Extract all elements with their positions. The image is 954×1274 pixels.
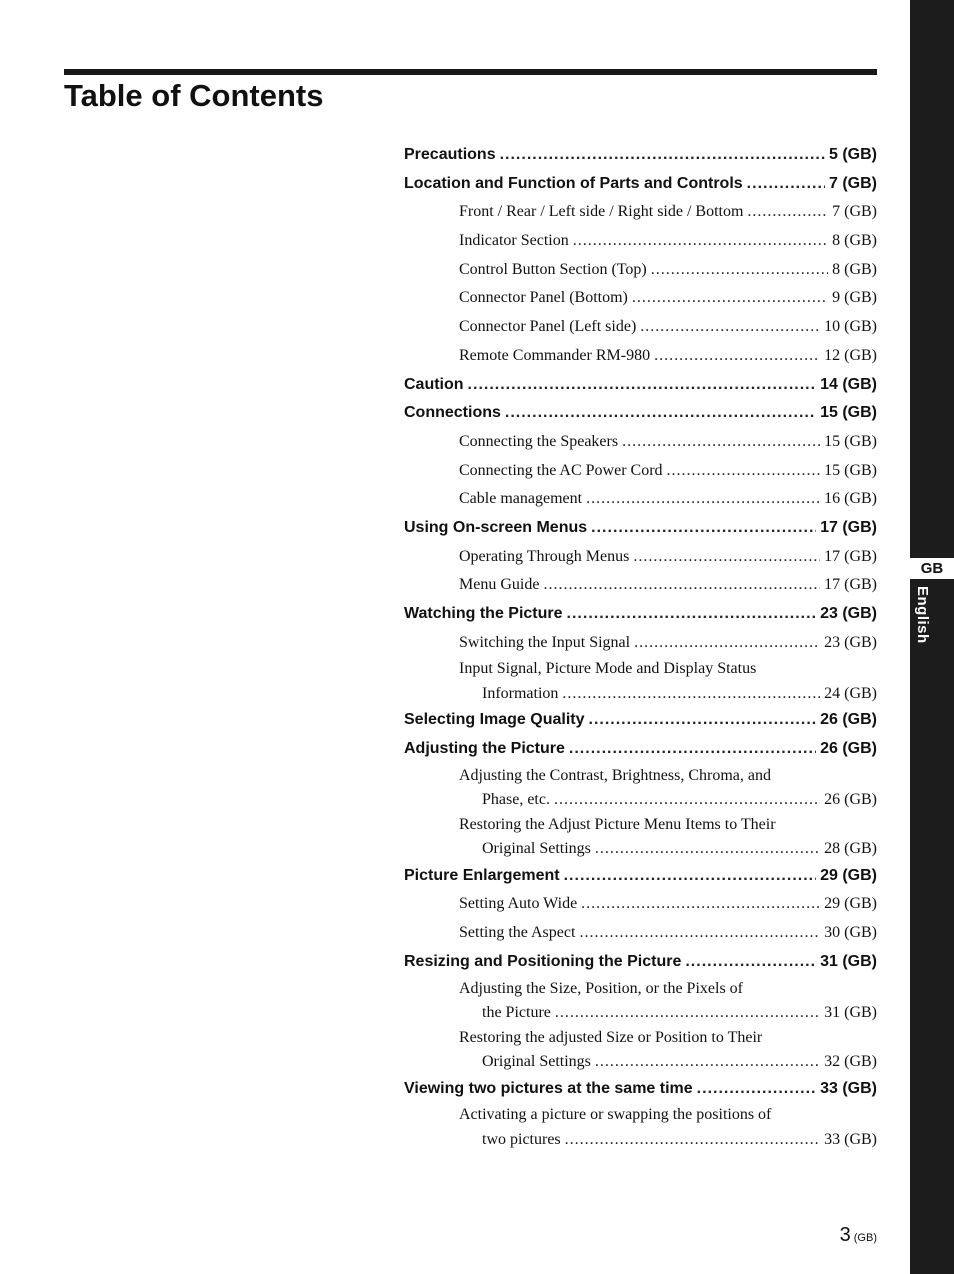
toc-entry-title: Picture Enlargement	[404, 866, 560, 884]
toc-entry-title: Connections	[404, 404, 501, 422]
toc-section[interactable]	[404, 862, 877, 891]
toc-leader-dots	[581, 890, 820, 919]
toc-entry-page: 33 (GB)	[824, 1130, 877, 1148]
toc-entry[interactable]	[404, 788, 877, 813]
toc-entry[interactable]	[404, 457, 877, 486]
toc-entry-title: Using On-screen Menus	[404, 518, 588, 536]
toc-leader-dots	[595, 1050, 820, 1075]
toc-entry-title: Selecting Image Quality	[404, 711, 585, 729]
toc-entry-page: 32 (GB)	[824, 1053, 877, 1070]
toc-entry-title: Indicator Section	[459, 232, 569, 250]
toc-entry-title: Adjusting the Size, Position, or the Pixels of	[459, 979, 743, 997]
toc-entry[interactable]	[404, 428, 877, 457]
toc-entry-title-continued: two pictures	[482, 1130, 561, 1148]
title-rule	[64, 69, 877, 75]
toc-entry-title: Cable management	[459, 490, 583, 508]
toc-entry-page: 10 (GB)	[824, 318, 877, 336]
toc-entry-title-continued: Original Settings	[482, 1053, 591, 1070]
toc-entry-title: Setting Auto Wide	[459, 895, 578, 913]
toc-entry-page: 15 (GB)	[824, 432, 877, 450]
toc-leader-dots	[564, 862, 816, 891]
toc-leader-dots	[651, 256, 828, 285]
toc-leader-dots	[468, 371, 817, 400]
toc-entry[interactable]	[404, 227, 877, 256]
toc-leader-dots	[640, 313, 820, 342]
toc-leader-dots	[500, 141, 825, 170]
toc-entry[interactable]	[404, 1128, 877, 1153]
toc-entry-page: 7 (GB)	[829, 174, 877, 192]
toc-leader-dots	[589, 706, 817, 735]
toc-leader-dots	[654, 342, 820, 371]
toc-leader-dots	[633, 543, 820, 572]
toc-leader-dots	[595, 837, 820, 862]
toc-entry[interactable]	[404, 1001, 877, 1026]
toc-list	[404, 141, 877, 1152]
toc-entry-title-continued: Information	[482, 684, 559, 702]
toc-leader-dots	[569, 735, 816, 764]
toc-leader-dots	[697, 1075, 816, 1104]
toc-entry-title: Adjusting the Contrast, Brightness, Chroma, and	[459, 766, 771, 784]
toc-entry-title: Switching the Input Signal	[459, 633, 631, 651]
toc-entry-page: 8 (GB)	[832, 260, 877, 278]
side-tab-language: English	[914, 586, 931, 644]
page-title: Table of Contents	[64, 78, 324, 113]
toc-entry-title-continued: the Picture	[482, 1004, 551, 1021]
toc-leader-dots	[632, 284, 828, 313]
toc-entry-page: 26 (GB)	[820, 711, 877, 729]
page-number	[840, 1224, 877, 1247]
toc-entry-page: 15 (GB)	[824, 461, 877, 479]
toc-leader-dots	[747, 170, 825, 199]
toc-leader-dots	[573, 227, 828, 256]
toc-entry[interactable]	[404, 682, 877, 707]
toc-section[interactable]	[404, 735, 877, 764]
toc-entry-title: Setting the Aspect	[459, 924, 576, 942]
toc-entry-title: Remote Commander RM-980	[459, 346, 651, 364]
toc-leader-dots	[562, 682, 820, 707]
toc-entry-page: 5 (GB)	[829, 146, 877, 163]
toc-section[interactable]	[404, 600, 877, 629]
toc-entry-title: Caution	[404, 375, 464, 393]
toc-leader-dots	[543, 571, 820, 600]
toc-entry-title: Connector Panel (Left side)	[459, 318, 637, 336]
toc-entry-title: Connector Panel (Bottom)	[459, 289, 628, 307]
toc-entry-page: 16 (GB)	[824, 490, 877, 508]
toc-entry-page: 8 (GB)	[832, 232, 877, 250]
toc-entry-page: 17 (GB)	[824, 547, 877, 565]
toc-entry-page: 14 (GB)	[820, 375, 877, 393]
toc-entry-page: 17 (GB)	[820, 518, 877, 536]
toc-entry-title: Restoring the Adjust Picture Menu Items to Their	[459, 815, 776, 833]
toc-entry[interactable]	[404, 890, 877, 919]
toc-entry-page: 31 (GB)	[820, 952, 877, 970]
toc-leader-dots	[565, 1128, 820, 1153]
side-tab-code: GB	[910, 558, 954, 579]
toc-entry[interactable]	[404, 485, 877, 514]
toc-leader-dots	[554, 788, 820, 813]
toc-entry-page: 24 (GB)	[824, 684, 877, 702]
toc-entry[interactable]	[404, 919, 877, 948]
toc-entry[interactable]	[404, 629, 877, 658]
toc-leader-dots	[591, 514, 816, 543]
toc-leader-dots	[555, 1001, 820, 1026]
toc-entry-page: 26 (GB)	[820, 740, 877, 758]
toc-leader-dots	[622, 428, 820, 457]
toc-leader-dots	[579, 919, 820, 948]
toc-entry[interactable]	[404, 342, 877, 371]
toc-leader-dots	[567, 600, 817, 629]
toc-section[interactable]	[404, 1075, 877, 1104]
toc-entry-page: 15 (GB)	[820, 404, 877, 422]
toc-entry-title: Menu Guide	[459, 576, 540, 594]
toc-leader-dots	[634, 629, 820, 658]
toc-leader-dots	[505, 399, 816, 428]
toc-entry-page: 7 (GB)	[832, 203, 877, 221]
toc-entry-title: Resizing and Positioning the Picture	[404, 952, 682, 970]
toc-entry-title: Operating Through Menus	[459, 547, 630, 565]
toc-entry[interactable]	[404, 313, 877, 342]
toc-entry-title: Watching the Picture	[404, 605, 563, 622]
toc-entry[interactable]	[404, 1050, 877, 1075]
toc-entry-title: Connecting the AC Power Cord	[459, 461, 663, 479]
toc-entry-title-continued: Original Settings	[482, 840, 591, 858]
toc-entry-title: Restoring the adjusted Size or Position to Their	[459, 1028, 763, 1046]
toc-section[interactable]	[404, 170, 877, 199]
toc-entry[interactable]	[404, 198, 877, 227]
toc-entry-page: 12 (GB)	[824, 346, 877, 364]
toc-leader-dots	[685, 948, 816, 977]
page-number-suffix: (GB)	[853, 1232, 877, 1244]
toc-entry-title: Adjusting the Picture	[404, 740, 565, 758]
toc-section[interactable]	[404, 399, 877, 428]
page-number-value: 3	[839, 1224, 851, 1246]
toc-entry-title: Activating a picture or swapping the positions of	[459, 1106, 772, 1124]
toc-leader-dots	[586, 485, 820, 514]
toc-section[interactable]	[404, 706, 877, 735]
toc-entry-page: 31 (GB)	[824, 1004, 877, 1021]
toc-entry[interactable]	[404, 837, 877, 862]
toc-entry-page: 29 (GB)	[820, 866, 877, 884]
toc-entry-title: Precautions	[404, 146, 496, 163]
toc-section[interactable]	[404, 371, 877, 400]
toc-entry[interactable]	[404, 571, 877, 600]
toc-leader-dots	[667, 457, 821, 486]
toc-entry-page: 9 (GB)	[832, 289, 877, 307]
toc-section[interactable]	[404, 141, 877, 170]
toc-entry-page: 33 (GB)	[820, 1079, 877, 1097]
toc-entry-page: 28 (GB)	[824, 840, 877, 858]
toc-entry-page: 29 (GB)	[824, 895, 877, 913]
toc-entry-page: 23 (GB)	[824, 633, 877, 651]
toc-entry-title: Location and Function of Parts and Controls	[404, 174, 743, 192]
toc-entry[interactable]	[404, 284, 877, 313]
toc-section[interactable]	[404, 514, 877, 543]
toc-entry-page: 17 (GB)	[824, 576, 877, 594]
toc-entry-page: 26 (GB)	[824, 791, 877, 809]
toc-entry-page: 30 (GB)	[824, 924, 877, 942]
toc-entry[interactable]	[404, 256, 877, 285]
toc-entry-title: Connecting the Speakers	[459, 432, 619, 450]
toc-entry-title: Control Button Section (Top)	[459, 260, 647, 278]
toc-entry[interactable]	[404, 543, 877, 572]
toc-entry-title-continued: Phase, etc.	[482, 791, 550, 809]
toc-entry-page: 23 (GB)	[820, 605, 877, 622]
toc-leader-dots	[747, 198, 828, 227]
toc-entry-title: Viewing two pictures at the same time	[404, 1079, 693, 1097]
toc-section[interactable]	[404, 948, 877, 977]
toc-entry-title: Front / Rear / Left side / Right side / Bottom	[459, 203, 744, 221]
toc-entry-title: Input Signal, Picture Mode and Display Status	[459, 660, 757, 678]
